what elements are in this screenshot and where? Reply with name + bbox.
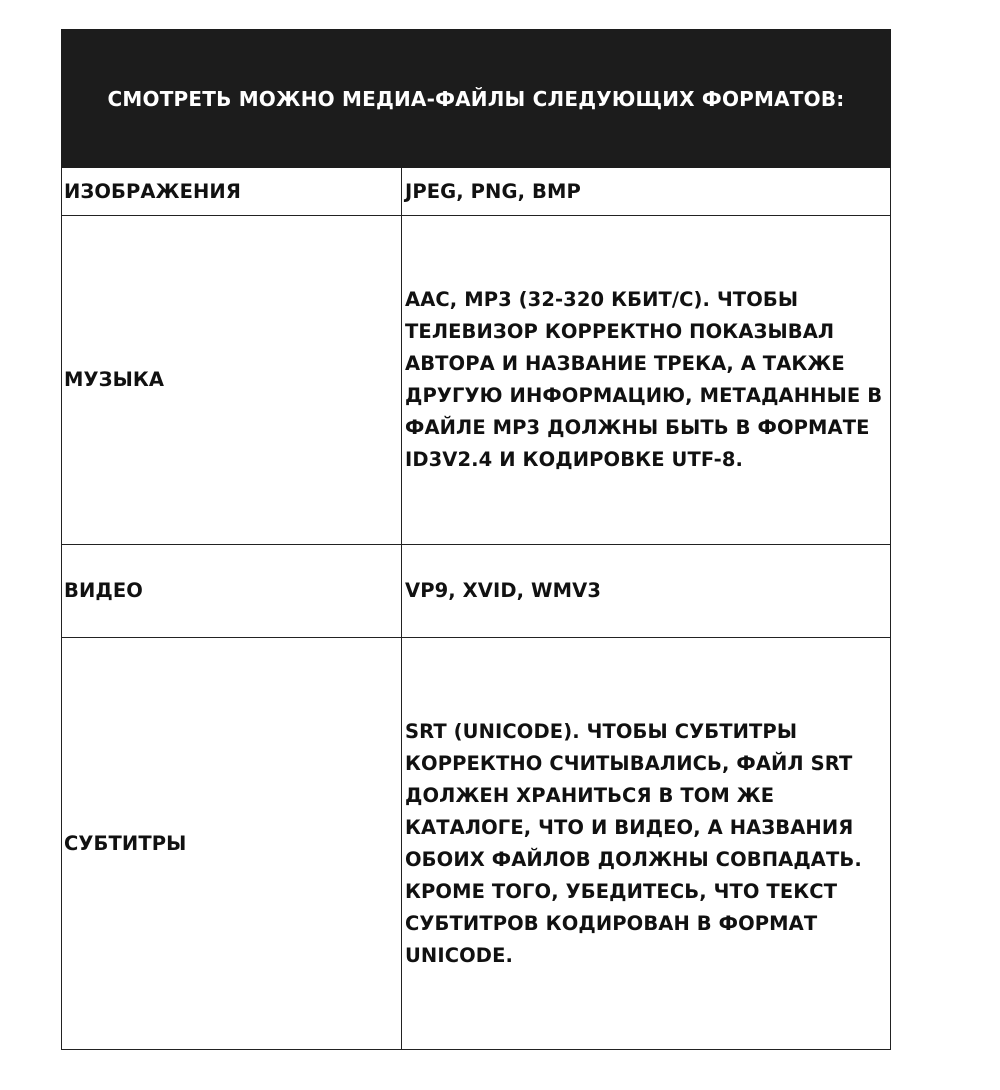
type-cell-video — [62, 545, 402, 638]
formats-cell-subtitles — [402, 638, 891, 1050]
table-title: СМОТРЕТЬ МОЖНО МЕДИА-ФАЙЛЫ СЛЕДУЮЩИХ ФОРМАТОВ: — [62, 30, 891, 168]
formats-cell-music — [402, 216, 891, 545]
table-row — [62, 638, 891, 1050]
media-type-label: МУЗЫКА — [64, 368, 165, 391]
formats-text: JPEG, PNG, BMP — [405, 179, 581, 203]
table-row — [62, 168, 891, 216]
formats-cell-video — [402, 545, 891, 638]
formats-text: SRT (UNICODE). ЧТОБЫ СУБТИТРЫ КОРРЕКТНО СЧИТЫВАЛИСЬ, ФАЙЛ SRT ДОЛЖЕН ХРАНИТЬСЯ В ТОМ ЖЕ КАТАЛОГЕ, ЧТО И ВИДЕО, А НАЗВАНИЯ ОБОИХ ФАЙЛОВ ДОЛЖНЫ СОВПАДАТЬ. КРОМЕ ТОГО, УБЕДИТЕСЬ, ЧТО ТЕКСТ СУБТИТРОВ КОДИРОВАН В ФОРМАТ UNICODE. — [405, 719, 862, 967]
formats-text: AAC, MP3 (32-320 КБИТ/С). ЧТОБЫ ТЕЛЕВИЗОР КОРРЕКТНО ПОКАЗЫВАЛ АВТОРА И НАЗВАНИЕ ТРЕКА, А ТАКЖЕ ДРУГУЮ ИНФОРМАЦИЮ, МЕТАДАННЫЕ В ФАЙЛЕ MP3 ДОЛЖНЫ БЫТЬ В ФОРМАТЕ ID3V2.4 И КОДИРОВКЕ UTF-8. — [405, 288, 883, 471]
media-type-label: ВИДЕО — [64, 579, 143, 602]
table-header-row — [62, 30, 891, 168]
type-cell-music — [62, 216, 402, 545]
type-cell-images — [62, 168, 402, 216]
formats-cell-images — [402, 168, 891, 216]
formats-text: VP9, XVID, WMV3 — [405, 579, 601, 602]
media-type-label: СУБТИТРЫ — [64, 831, 187, 855]
type-cell-subtitles — [62, 638, 402, 1050]
media-formats-table — [61, 29, 891, 1050]
media-type-label: ИЗОБРАЖЕНИЯ — [64, 179, 241, 203]
table-row — [62, 216, 891, 545]
table-row — [62, 545, 891, 638]
